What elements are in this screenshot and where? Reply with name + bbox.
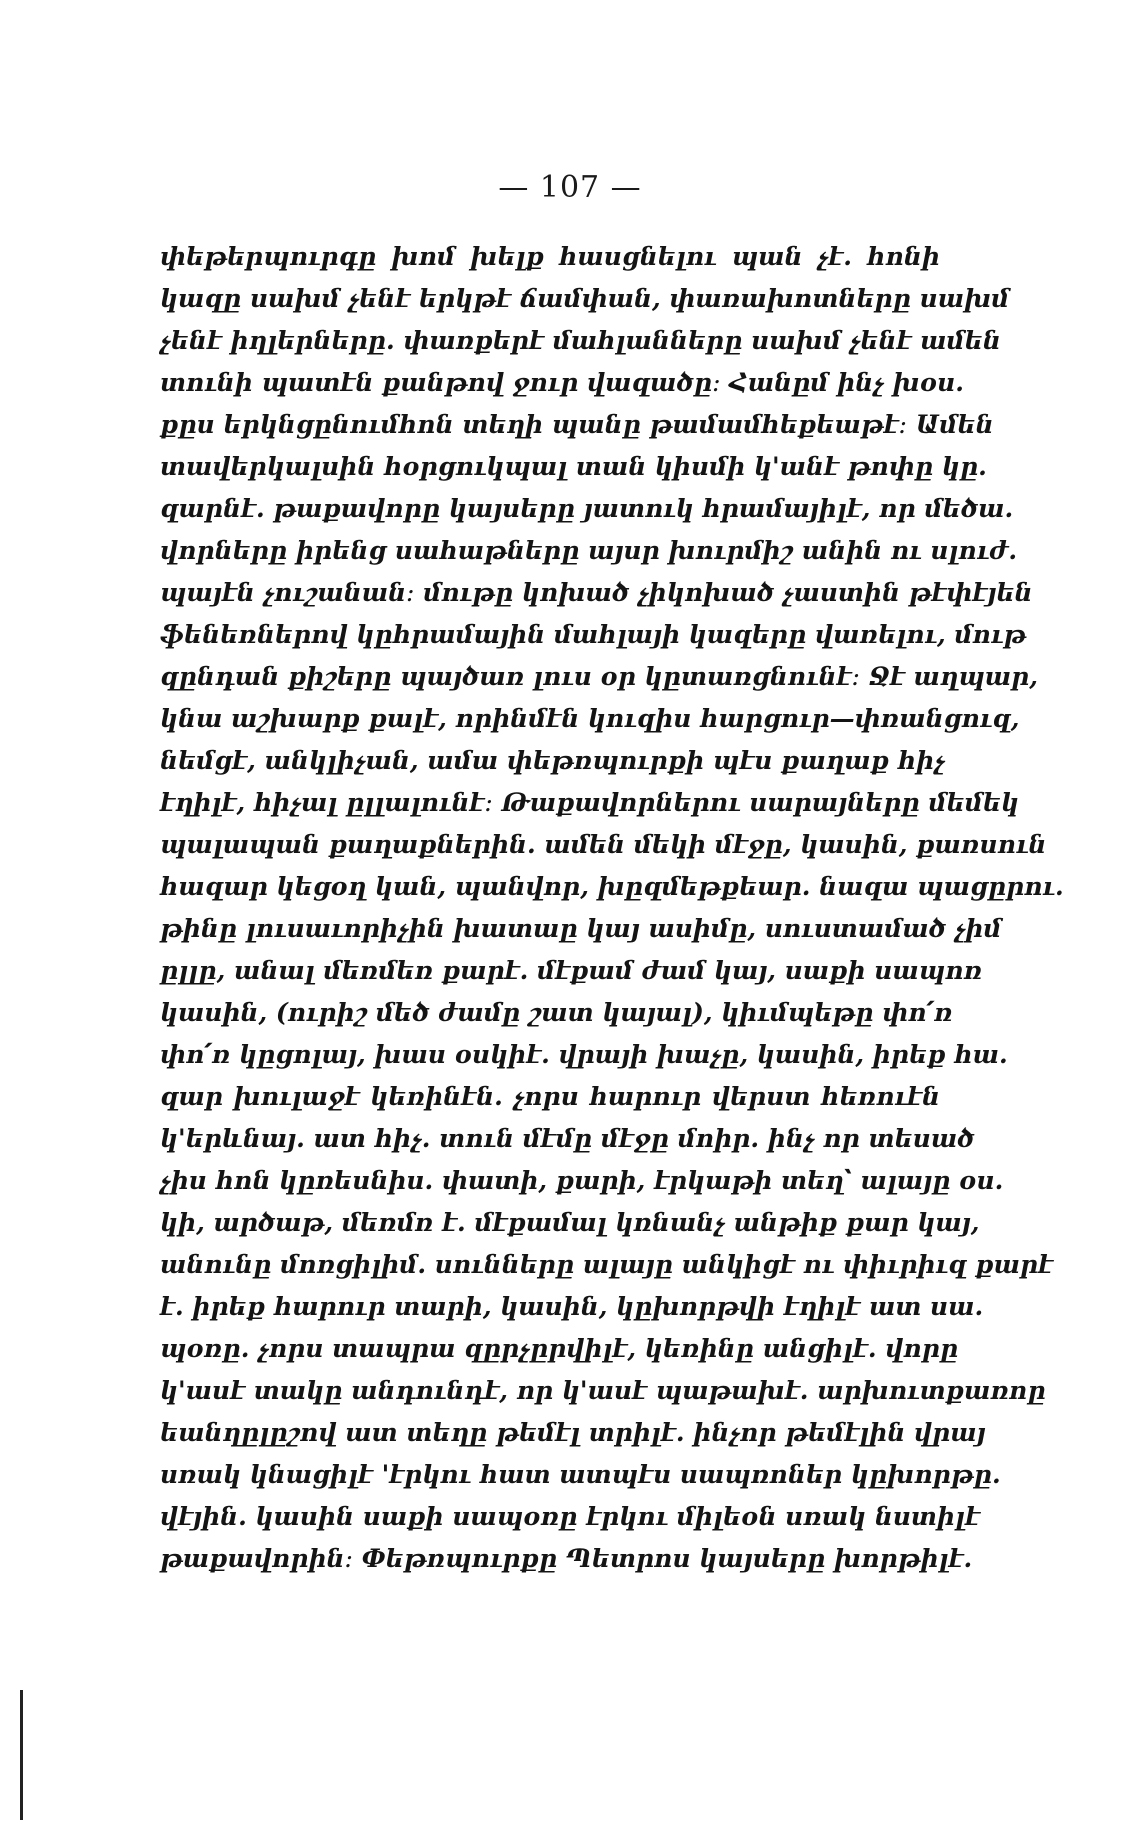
text-line: թինը լուսաւորիչին խատաը կայ ասիմը, սուստամած չիմ <box>160 914 1002 943</box>
text-line: վորները իրենց սահաթները այսր խուրմիշ անին ու սլուժ. <box>160 536 1018 565</box>
text-line: փո՛ռ կըցոլայ, խաս օսկիէ. վրայի խաչը, կասին, իրեք հա. <box>160 1040 1008 1069</box>
text-line: չիս հոն կըռեսնիս. փատի, քարի, էրկաթի տեղ՝ ալայը օս. <box>160 1166 1004 1195</box>
body-text <box>160 236 1064 1580</box>
text-line: կնա աշխարք քալէ, որինմէն կուզիս հարցուր—փռանցուզ, <box>160 704 1020 733</box>
text-line: էղիլէ, հիչալ ըլլալունէ։ Թաքավորներու սարայները մեմեկ <box>160 788 1020 817</box>
text-line: զար խուլաջէ կեռինէն. չորս հարուր վերստ հեռուէն <box>160 1082 940 1111</box>
text-line: է. իրեք հարուր տարի, կասին, կըխորթվի էղիլէ ատ սա. <box>160 1292 984 1321</box>
text-line: զարնէ. թաքավորը կայսերը յատուկ հրամայիլէ, որ մեծա. <box>160 494 1014 523</box>
text-line: պալապան քաղաքներին. ամեն մեկի մէջը, կասին, քառսուն <box>160 830 1047 859</box>
text-line: կասին, (ուրիշ մեծ ժամը շատ կայալ), կիւմպեթը փո՛ռ <box>160 998 953 1027</box>
text-line: չենէ իղլերները. փառքերէ մահլանները սախմ չենէ ամեն <box>160 326 1001 355</box>
text-line: կ'ասէ տակը անդունդէ, որ կ'ասէ պաթախէ. արխուտքառոը <box>160 1376 1046 1405</box>
text-line: հազար կեցօղ կան, պանվոր, խըզմեթքեար. նազա պացըրու. <box>160 872 1064 901</box>
text-line: կ'երևնայ. ատ հիչ. տուն մէմը մէջը մոիր. ինչ որ տեսած <box>160 1124 975 1153</box>
text-line: կի, արծաթ, մեռմռ է. մէքամալ կռնանչ անթիք քար կայ, <box>160 1208 980 1237</box>
text-line: պօռը. չորս տապրա զըրչըրվիլէ, կեռինը անցիլէ. վորը <box>160 1334 959 1363</box>
text-line: փեթերպուրգը խոմ խելք հասցնելու պան չէ. հոնի <box>160 242 940 271</box>
text-line: վէյին. կասին սաքի սապօռը էրկու միլեօն սռակ նստիլէ <box>160 1502 980 1531</box>
text-line: կազը սախմ չենէ երկթէ ճամփան, փառախոտները սախմ <box>160 284 1010 313</box>
text-line: անունը մոռցիլիմ. սունները ալայը անկիցէ ու փիւրիւզ քարէ <box>160 1250 1054 1279</box>
text-line: զընդան քիշերը պայծառ լուս օր կըտառցնունէ։ Ջէ աղպար, <box>160 662 1038 691</box>
text-line: տավերկալսին հօրցուկպալ տան կիսմի կ'անէ թոփը կը. <box>160 452 987 481</box>
page-number: — 107 — <box>498 170 642 205</box>
text-line: սռակ կնացիլէ 'էրկու հատ ատպէս սապռոներ կըխորթը. <box>160 1460 1001 1489</box>
text-line-last: թաքավորին։ Փեթռպուրքը Պետրոս կայսերը խորթիլէ. <box>160 1544 973 1573</box>
text-line: ֆենեռներով կըհրամային մահլայի կազերը վառելու, մութ <box>160 620 1027 649</box>
text-line: եանղըլըշով ատ տեղը թեմէլ տրիլէ. ինչոր թեմէլին վրայ <box>160 1418 986 1447</box>
text-line: քըս երկնցընումհոն տեղի պանը թամամհեքեաթէ։ Ամեն <box>160 410 994 439</box>
text-line: պայէն չուշանան։ մութը կոխած չիկոխած չաստին թէփէյեն <box>160 578 1033 607</box>
text-line: ըլլը, անալ մեռմեռ քարէ. մէքամ ժամ կայ, սաքի սապոռ <box>160 956 983 985</box>
margin-rule <box>20 1690 23 1820</box>
text-line: նեմցէ, անկլիչան, ամա փեթռպուրքի պէս քաղաք հիչ <box>160 746 945 775</box>
text-line: տունի պատէն քանթով ջուր վազածը։ Հանըմ ինչ խօս. <box>160 368 964 397</box>
